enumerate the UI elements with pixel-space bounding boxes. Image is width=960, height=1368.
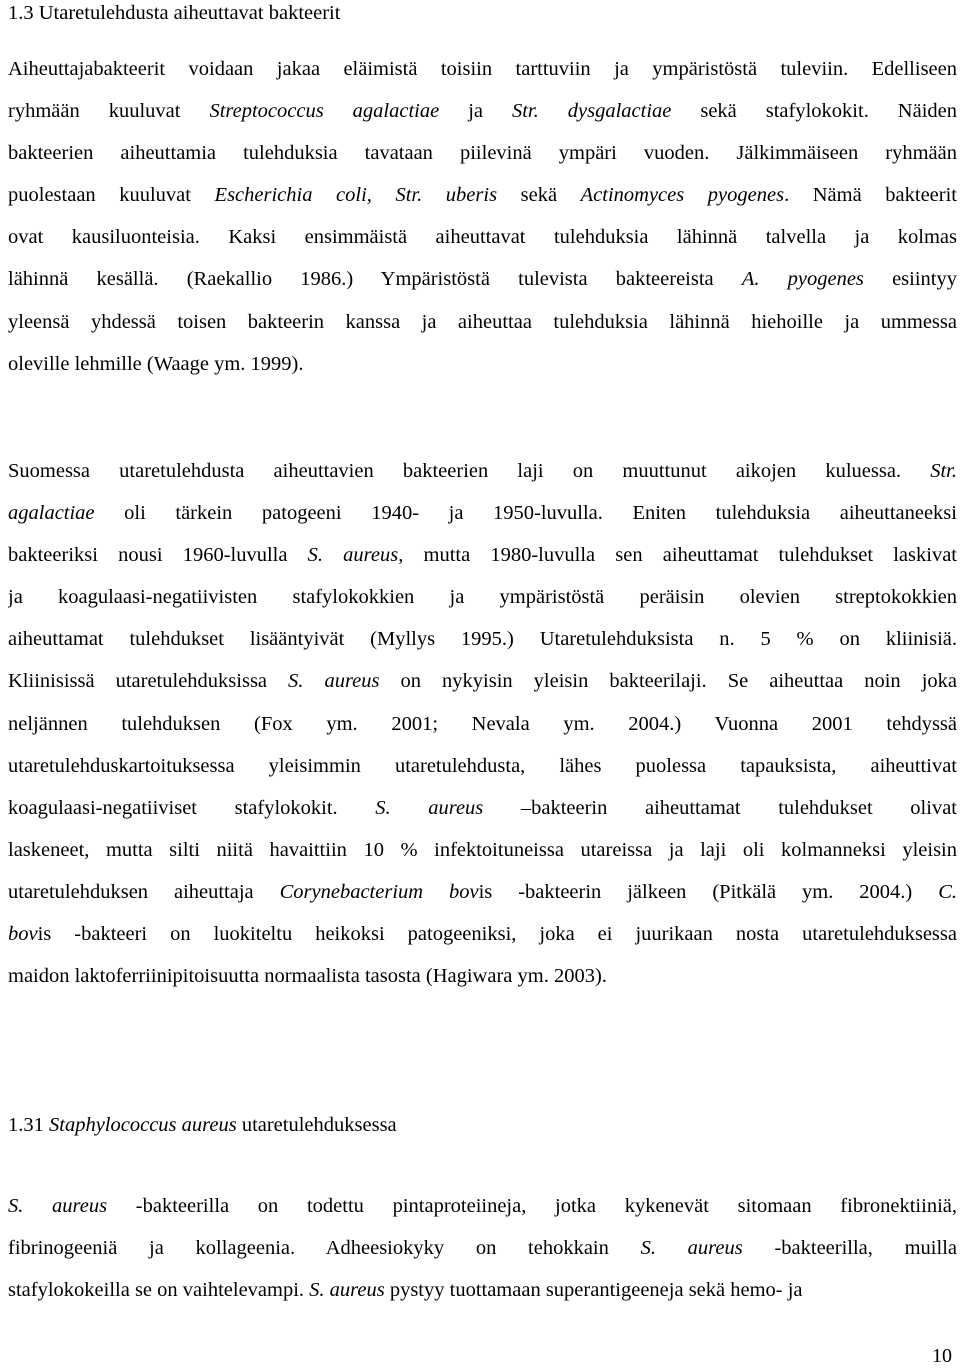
italic-term: Str. — [930, 460, 957, 482]
italic-term: S. aureus — [307, 544, 399, 567]
text-line: agalactiae oli tärkein patogeeni 1940- ja 1950-luvulla. Eniten tulehduksia aiheuttaneeksi — [8, 502, 957, 525]
italic-term: S. aureus — [375, 796, 484, 819]
italic-term: S. aureus — [288, 670, 380, 693]
text-line: bakteerien aiheuttamia tulehduksia tavataan piilevinä ympäri vuoden. Jälkimmäiseen ryhmään — [8, 142, 957, 165]
section-heading: 1.3 Utaretulehdusta aiheuttavat bakteerit — [8, 2, 341, 24]
italic-term: Str. dysgalactiae — [511, 100, 672, 123]
text-line: utaretulehduskartoituksessa yleisimmin utaretulehdusta, lähes puolessa tapauksista, aiheuttivat — [8, 754, 957, 777]
text-line: lähinnä kesällä. (Raekallio 1986.) Ympäristöstä tulevista bakteereista A. pyogenes esiintyy — [8, 268, 957, 291]
italic-term: A. pyogenes — [741, 268, 864, 291]
italic-term: Streptococcus agalactiae — [209, 100, 440, 123]
subsection-heading: 1.31 Staphylococcus aureus utaretulehduksessa — [8, 1114, 397, 1136]
text-line: S. aureus -bakteerilla on todettu pintaproteiineja, jotka kykenevät sitomaan fibronektiiniä, — [8, 1195, 957, 1217]
text-line: ovat kausiluonteisia. Kaksi ensimmäistä aiheuttavat tulehduksia lähinnä talvella ja kolmas — [8, 226, 957, 249]
italic-term: Corynebacterium bov — [279, 880, 479, 903]
text-line: utaretulehduksen aiheuttaja Corynebacterium bovis -bakteerin jälkeen (Pitkälä ym. 2004.) C. — [8, 880, 957, 903]
italic-term: S. aureus — [640, 1237, 743, 1260]
text-line: neljännen tulehduksen (Fox ym. 2001; Nevala ym. 2004.) Vuonna 2001 tehdyssä — [8, 712, 957, 735]
paragraph-2 — [8, 450, 957, 997]
text-line: yleensä yhdessä toisen bakteerin kanssa ja aiheuttaa tulehduksia lähinnä hiehoille ja ummessa — [8, 310, 957, 333]
text-line: maidon laktoferriinipitoisuutta normaalista tasosta (Hagiwara ym. 2003). — [8, 965, 607, 988]
text-line: Suomessa utaretulehdusta aiheuttavien bakteerien laji on muuttunut aikojen kuluessa. Str. — [8, 460, 957, 482]
text-line: oleville lehmille (Waage ym. 1999). — [8, 352, 304, 375]
page-number: 10 — [932, 1345, 952, 1367]
text-line: aiheuttamat tulehdukset lisääntyivät (Myllys 1995.) Utaretulehduksista n. 5 % on kliinisiä. — [8, 628, 957, 651]
text-line: fibrinogeeniä ja kollageenia. Adheesiokyky on tehokkain S. aureus -bakteerilla, muilla — [8, 1237, 957, 1260]
paragraph-3 — [8, 1185, 957, 1311]
text-line: puolestaan kuuluvat Escherichia coli, Str. uberis sekä Actinomyces pyogenes. Nämä bakteerit — [8, 184, 957, 207]
italic-term: C. — [938, 880, 957, 903]
paragraph-1 — [8, 48, 957, 385]
text-line: bovis -bakteeri on luokiteltu heikoksi patogeeniksi, joka ei juurikaan nosta utaretulehduksessa — [8, 923, 957, 946]
italic-term: Staphylococcus aureus — [49, 1114, 237, 1136]
text-line: ryhmään kuuluvat Streptococcus agalactiae ja Str. dysgalactiae sekä stafylokokit. Näiden — [8, 100, 957, 123]
italic-term: Actinomyces pyogenes — [580, 184, 785, 207]
italic-term: agalactiae — [8, 502, 95, 525]
text-line: laskeneet, mutta silti niitä havaittiin 10 % infektoituneissa utareissa ja laji oli kolmanneksi yleisin — [8, 838, 957, 861]
italic-term: bov — [8, 923, 38, 946]
text-line: koagulaasi-negatiiviset stafylokokit. S. aureus –bakteerin aiheuttamat tulehdukset olivat — [8, 796, 957, 819]
italic-term: S. aureus — [8, 1195, 108, 1217]
italic-term: Escherichia coli, Str. uberis — [214, 184, 498, 207]
text-line: bakteeriksi nousi 1960-luvulla S. aureus, mutta 1980-luvulla sen aiheuttamat tulehdukset laskivat — [8, 544, 957, 567]
text-line: Kliinisissä utaretulehduksissa S. aureus on nykyisin yleisin bakteerilaji. Se aiheuttaa noin joka — [8, 670, 957, 693]
italic-term: S. aureus — [309, 1279, 385, 1302]
text-line: ja koagulaasi-negatiivisten stafylokokkien ja ympäristöstä peräisin olevien streptokokkien — [8, 586, 957, 609]
text-line: stafylokokeilla se on vaihtelevampi. S. aureus pystyy tuottamaan superantigeeneja sekä hemo- ja — [8, 1279, 803, 1302]
text-line: Aiheuttajabakteerit voidaan jakaa eläimistä toisiin tarttuviin ja ympäristöstä tuleviin. Edelliseen — [8, 58, 957, 80]
